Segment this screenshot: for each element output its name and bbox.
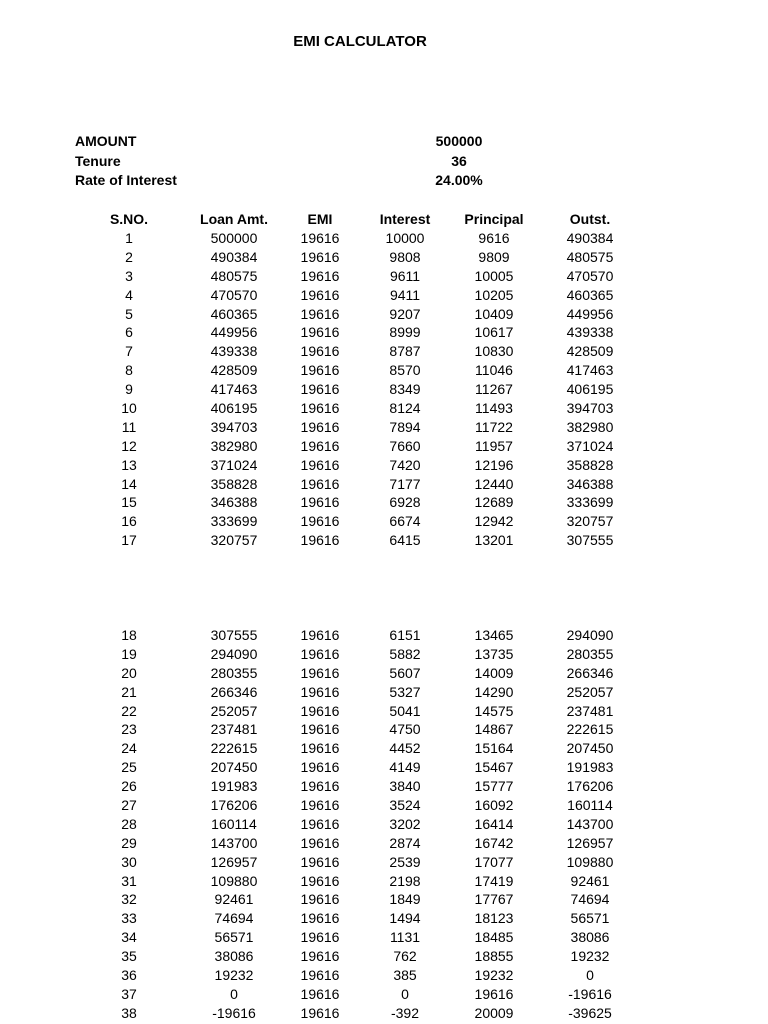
cell-outstanding: 252057 (566, 683, 614, 700)
cell-principal: 13201 (474, 532, 514, 549)
cell-interest: 9808 (389, 248, 421, 265)
tenure-value: 36 (451, 152, 467, 169)
cell-interest: 3840 (389, 778, 421, 795)
cell-sno: 28 (121, 815, 137, 832)
cell-emi: 19616 (300, 985, 340, 1002)
cell-loan-amt: 109880 (210, 872, 258, 889)
cell-loan-amt: 294090 (210, 645, 258, 662)
cell-loan-amt: 358828 (210, 475, 258, 492)
cell-outstanding: 280355 (566, 645, 614, 662)
cell-emi: 19616 (300, 740, 340, 757)
cell-sno: 33 (121, 910, 137, 927)
table-row (0, 1005, 768, 1024)
cell-interest: 6928 (389, 494, 421, 511)
table-row (0, 646, 768, 665)
cell-principal: 10409 (474, 305, 514, 322)
cell-sno: 4 (125, 286, 133, 303)
cell-principal: 12440 (474, 475, 514, 492)
cell-loan-amt: 280355 (210, 664, 258, 681)
cell-principal: 11722 (475, 418, 513, 435)
cell-loan-amt: 266346 (210, 683, 258, 700)
cell-emi: 19616 (300, 456, 340, 473)
cell-loan-amt: 417463 (210, 381, 258, 398)
cell-principal: 14575 (474, 702, 514, 719)
cell-emi: 19616 (300, 929, 340, 946)
rate-value: 24.00% (435, 172, 483, 188)
cell-outstanding: 480575 (566, 248, 614, 265)
cell-sno: 14 (121, 475, 137, 492)
cell-emi: 19616 (300, 475, 340, 492)
cell-sno: 17 (121, 532, 137, 549)
table-row (0, 287, 768, 306)
cell-principal: 18855 (474, 948, 514, 965)
loan-summary (75, 133, 483, 192)
cell-emi: 19616 (300, 797, 340, 814)
cell-sno: 6 (125, 324, 133, 341)
cell-loan-amt: 126957 (210, 853, 258, 870)
summary-row-tenure (75, 153, 475, 173)
table-row (0, 721, 768, 740)
summary-row-rate (75, 172, 483, 192)
cell-sno: 24 (121, 740, 137, 757)
cell-emi: 19616 (300, 532, 340, 549)
cell-interest: 1131 (389, 929, 421, 946)
cell-loan-amt: 207450 (210, 759, 258, 776)
cell-principal: 10830 (474, 343, 514, 360)
cell-sno: 8 (125, 362, 133, 379)
cell-principal: 14290 (474, 683, 514, 700)
cell-interest: 7660 (389, 437, 421, 454)
summary-row-amount (75, 133, 483, 153)
cell-sno: 30 (121, 853, 137, 870)
cell-principal: 14867 (474, 721, 514, 738)
cell-outstanding: 191983 (566, 759, 614, 776)
cell-interest: 8570 (389, 362, 421, 379)
cell-principal: 17419 (474, 872, 514, 889)
cell-loan-amt: 500000 (210, 230, 258, 246)
cell-loan-amt: 480575 (210, 267, 258, 284)
cell-interest: 5607 (389, 664, 421, 681)
cell-interest: 8124 (389, 400, 421, 417)
cell-loan-amt: 449956 (210, 324, 258, 341)
table-row (0, 494, 768, 513)
cell-sno: 20 (121, 664, 137, 681)
cell-interest: 8999 (389, 324, 421, 341)
cell-loan-amt: 333699 (210, 513, 258, 530)
cell-principal: 20009 (474, 1004, 514, 1021)
cell-sno: 3 (125, 267, 133, 284)
cell-outstanding: -39625 (568, 1004, 612, 1021)
cell-sno: 25 (121, 759, 137, 776)
cell-outstanding: 346388 (566, 475, 614, 492)
cell-loan-amt: 0 (230, 985, 238, 1002)
cell-outstanding: 382980 (566, 418, 614, 435)
table-row (0, 684, 768, 703)
cell-loan-amt: 237481 (210, 721, 258, 738)
cell-emi: 19616 (300, 494, 340, 511)
header-sno: S.NO. (109, 211, 149, 227)
cell-interest: 385 (393, 967, 417, 984)
cell-principal: 17767 (474, 891, 514, 908)
cell-loan-amt: 252057 (210, 702, 258, 719)
header-outstanding: Outst. (569, 211, 611, 227)
cell-principal: 18123 (474, 910, 514, 927)
cell-principal: 9809 (478, 248, 510, 265)
table-row (0, 627, 768, 646)
cell-outstanding: 449956 (566, 305, 614, 322)
cell-sno: 5 (125, 305, 133, 322)
table-row (0, 419, 768, 438)
cell-emi: 19616 (300, 418, 340, 435)
cell-interest: 9611 (389, 267, 421, 284)
cell-principal: 18485 (474, 929, 514, 946)
table-row (0, 854, 768, 873)
cell-loan-amt: 307555 (210, 627, 258, 643)
cell-outstanding: 0 (586, 967, 594, 984)
cell-outstanding: 126957 (566, 834, 614, 851)
cell-outstanding: 417463 (566, 362, 614, 379)
cell-interest: 5327 (389, 683, 421, 700)
cell-outstanding: 358828 (566, 456, 614, 473)
cell-outstanding: 470570 (566, 267, 614, 284)
cell-outstanding: 109880 (566, 853, 614, 870)
cell-principal: 10617 (474, 324, 514, 341)
cell-interest: 0 (401, 985, 409, 1002)
cell-principal: 11267 (475, 381, 513, 398)
cell-sno: 18 (121, 627, 137, 643)
cell-principal: 12689 (474, 494, 514, 511)
cell-emi: 19616 (300, 343, 340, 360)
table-row (0, 249, 768, 268)
cell-outstanding: 307555 (566, 532, 614, 549)
table-row (0, 891, 768, 910)
table-row (0, 230, 768, 249)
cell-interest: 1849 (389, 891, 421, 908)
cell-loan-amt: 490384 (210, 248, 258, 265)
cell-sno: 22 (121, 702, 137, 719)
cell-emi: 19616 (300, 664, 340, 681)
cell-sno: 12 (121, 437, 137, 454)
header-loan-amt: Loan Amt. (200, 211, 268, 227)
cell-emi: 19616 (300, 286, 340, 303)
table-row (0, 400, 768, 419)
cell-emi: 19616 (300, 305, 340, 322)
cell-interest: 7177 (389, 475, 421, 492)
cell-outstanding: 428509 (566, 343, 614, 360)
cell-interest: 4149 (389, 759, 421, 776)
cell-outstanding: 320757 (566, 513, 614, 530)
cell-emi: 19616 (300, 437, 340, 454)
cell-loan-amt: -19616 (212, 1004, 256, 1021)
cell-principal: 10005 (474, 267, 514, 284)
cell-emi: 19616 (300, 683, 340, 700)
table-row (0, 816, 768, 835)
cell-sno: 21 (121, 683, 137, 700)
table-row (0, 381, 768, 400)
cell-sno: 34 (121, 929, 137, 946)
schedule-header (0, 211, 768, 230)
cell-interest: -392 (390, 1004, 420, 1021)
cell-interest: 8349 (389, 381, 421, 398)
cell-principal: 17077 (474, 853, 514, 870)
cell-emi: 19616 (300, 324, 340, 341)
table-row (0, 268, 768, 287)
cell-interest: 5882 (389, 645, 421, 662)
cell-loan-amt: 460365 (210, 305, 258, 322)
cell-outstanding: 160114 (567, 797, 613, 814)
cell-sno: 23 (121, 721, 137, 738)
cell-outstanding: 460365 (566, 286, 614, 303)
cell-outstanding: 222615 (566, 721, 614, 738)
cell-outstanding: 74694 (570, 891, 610, 908)
cell-principal: 13465 (474, 627, 514, 643)
table-row (0, 778, 768, 797)
cell-emi: 19616 (300, 230, 340, 246)
cell-sno: 15 (121, 494, 137, 511)
cell-sno: 36 (121, 967, 137, 984)
cell-sno: 13 (121, 456, 137, 473)
table-row (0, 967, 768, 986)
table-row (0, 306, 768, 325)
table-row (0, 948, 768, 967)
cell-sno: 7 (125, 343, 133, 360)
schedule-block-2 (0, 627, 768, 1024)
cell-sno: 1 (125, 230, 133, 246)
cell-emi: 19616 (300, 248, 340, 265)
table-row (0, 343, 768, 362)
cell-sno: 38 (121, 1004, 137, 1021)
cell-loan-amt: 19232 (214, 967, 254, 984)
cell-loan-amt: 439338 (210, 343, 258, 360)
table-row (0, 513, 768, 532)
cell-sno: 16 (121, 513, 137, 530)
cell-principal: 11957 (475, 437, 513, 454)
cell-interest: 8787 (389, 343, 421, 360)
cell-loan-amt: 176206 (210, 797, 258, 814)
cell-loan-amt: 74694 (214, 910, 254, 927)
cell-emi: 19616 (300, 1004, 340, 1021)
cell-loan-amt: 320757 (210, 532, 258, 549)
cell-outstanding: 143700 (566, 815, 614, 832)
cell-sno: 9 (125, 381, 133, 398)
cell-principal: 16414 (474, 815, 514, 832)
page-title: EMI CALCULATOR (293, 33, 427, 50)
cell-principal: 12942 (474, 513, 514, 530)
cell-interest: 9411 (389, 286, 421, 303)
table-row (0, 759, 768, 778)
cell-interest: 1494 (389, 910, 421, 927)
table-row (0, 665, 768, 684)
cell-loan-amt: 222615 (210, 740, 258, 757)
amount-label: AMOUNT (75, 133, 137, 149)
table-row (0, 438, 768, 457)
cell-sno: 26 (121, 778, 137, 795)
cell-emi: 19616 (300, 381, 340, 398)
cell-emi: 19616 (300, 815, 340, 832)
cell-outstanding: 207450 (566, 740, 614, 757)
cell-emi: 19616 (300, 362, 340, 379)
cell-interest: 2874 (389, 834, 421, 851)
cell-emi: 19616 (300, 872, 340, 889)
table-row (0, 476, 768, 495)
cell-principal: 11493 (475, 400, 513, 417)
cell-interest: 6151 (389, 627, 421, 643)
cell-emi: 19616 (300, 910, 340, 927)
cell-principal: 19616 (474, 985, 514, 1002)
cell-emi: 19616 (300, 627, 340, 643)
cell-sno: 32 (121, 891, 137, 908)
table-row (0, 873, 768, 892)
cell-emi: 19616 (300, 834, 340, 851)
cell-sno: 27 (121, 797, 137, 814)
cell-loan-amt: 38086 (214, 948, 254, 965)
cell-emi: 19616 (300, 778, 340, 795)
table-row (0, 457, 768, 476)
cell-emi: 19616 (300, 513, 340, 530)
cell-interest: 7420 (389, 456, 421, 473)
cell-outstanding: 92461 (570, 872, 610, 889)
cell-emi: 19616 (300, 267, 340, 284)
cell-loan-amt: 160114 (211, 815, 257, 832)
cell-interest: 4452 (389, 740, 421, 757)
cell-interest: 6674 (389, 513, 421, 530)
table-row (0, 532, 768, 551)
cell-outstanding: 371024 (566, 437, 614, 454)
cell-interest: 2539 (389, 853, 421, 870)
cell-outstanding: 439338 (566, 324, 614, 341)
cell-principal: 12196 (474, 456, 514, 473)
header-row (0, 211, 768, 230)
table-row (0, 986, 768, 1005)
cell-emi: 19616 (300, 645, 340, 662)
table-row (0, 362, 768, 381)
cell-interest: 10000 (385, 230, 425, 246)
cell-loan-amt: 56571 (214, 929, 254, 946)
cell-outstanding: -19616 (568, 985, 612, 1002)
cell-sno: 10 (121, 400, 137, 417)
cell-interest: 4750 (389, 721, 421, 738)
cell-emi: 19616 (300, 948, 340, 965)
cell-sno: 37 (121, 985, 137, 1002)
cell-loan-amt: 470570 (210, 286, 258, 303)
cell-outstanding: 490384 (566, 230, 614, 246)
cell-loan-amt: 371024 (210, 456, 258, 473)
cell-outstanding: 394703 (566, 400, 614, 417)
cell-outstanding: 333699 (566, 494, 614, 511)
cell-principal: 15777 (474, 778, 514, 795)
rate-label: Rate of Interest (75, 172, 177, 188)
cell-principal: 9616 (478, 230, 510, 246)
cell-outstanding: 176206 (566, 778, 614, 795)
table-row (0, 324, 768, 343)
schedule-block-1 (0, 230, 768, 551)
cell-interest: 7894 (389, 418, 421, 435)
cell-principal: 19232 (474, 967, 514, 984)
cell-loan-amt: 191983 (210, 778, 258, 795)
header-interest: Interest (379, 211, 431, 227)
cell-loan-amt: 428509 (210, 362, 258, 379)
cell-interest: 3524 (389, 797, 421, 814)
cell-interest: 9207 (389, 305, 421, 322)
cell-principal: 15467 (474, 759, 514, 776)
cell-outstanding: 38086 (570, 929, 610, 946)
cell-outstanding: 294090 (566, 627, 614, 643)
cell-sno: 31 (121, 872, 137, 889)
cell-principal: 11046 (475, 362, 513, 379)
cell-interest: 3202 (389, 815, 421, 832)
tenure-label: Tenure (75, 152, 121, 169)
cell-loan-amt: 406195 (210, 400, 258, 417)
cell-principal: 16092 (474, 797, 514, 814)
cell-principal: 15164 (474, 740, 514, 757)
cell-sno: 19 (121, 645, 137, 662)
cell-principal: 16742 (474, 834, 514, 851)
cell-loan-amt: 394703 (210, 418, 258, 435)
header-principal: Principal (464, 211, 524, 227)
amount-value: 500000 (435, 133, 483, 149)
cell-outstanding: 406195 (566, 381, 614, 398)
cell-outstanding: 266346 (566, 664, 614, 681)
cell-interest: 762 (393, 948, 417, 965)
cell-interest: 2198 (389, 872, 421, 889)
table-row (0, 910, 768, 929)
table-row (0, 740, 768, 759)
cell-emi: 19616 (300, 891, 340, 908)
cell-sno: 35 (121, 948, 137, 965)
cell-outstanding: 19232 (570, 948, 610, 965)
cell-emi: 19616 (300, 967, 340, 984)
cell-sno: 2 (125, 248, 133, 265)
cell-outstanding: 237481 (566, 702, 614, 719)
cell-loan-amt: 382980 (210, 437, 258, 454)
cell-emi: 19616 (300, 759, 340, 776)
table-row (0, 703, 768, 722)
cell-loan-amt: 346388 (210, 494, 258, 511)
cell-emi: 19616 (300, 400, 340, 417)
cell-interest: 6415 (389, 532, 421, 549)
table-row (0, 835, 768, 854)
header-emi: EMI (307, 211, 333, 227)
cell-outstanding: 56571 (570, 910, 610, 927)
cell-sno: 11 (121, 418, 137, 435)
table-row (0, 797, 768, 816)
cell-interest: 5041 (389, 702, 421, 719)
cell-sno: 29 (121, 834, 137, 851)
cell-loan-amt: 92461 (214, 891, 254, 908)
cell-emi: 19616 (300, 721, 340, 738)
cell-principal: 14009 (474, 664, 514, 681)
cell-principal: 13735 (474, 645, 514, 662)
cell-loan-amt: 143700 (210, 834, 258, 851)
cell-principal: 10205 (474, 286, 514, 303)
cell-emi: 19616 (300, 702, 340, 719)
cell-emi: 19616 (300, 853, 340, 870)
table-row (0, 929, 768, 948)
